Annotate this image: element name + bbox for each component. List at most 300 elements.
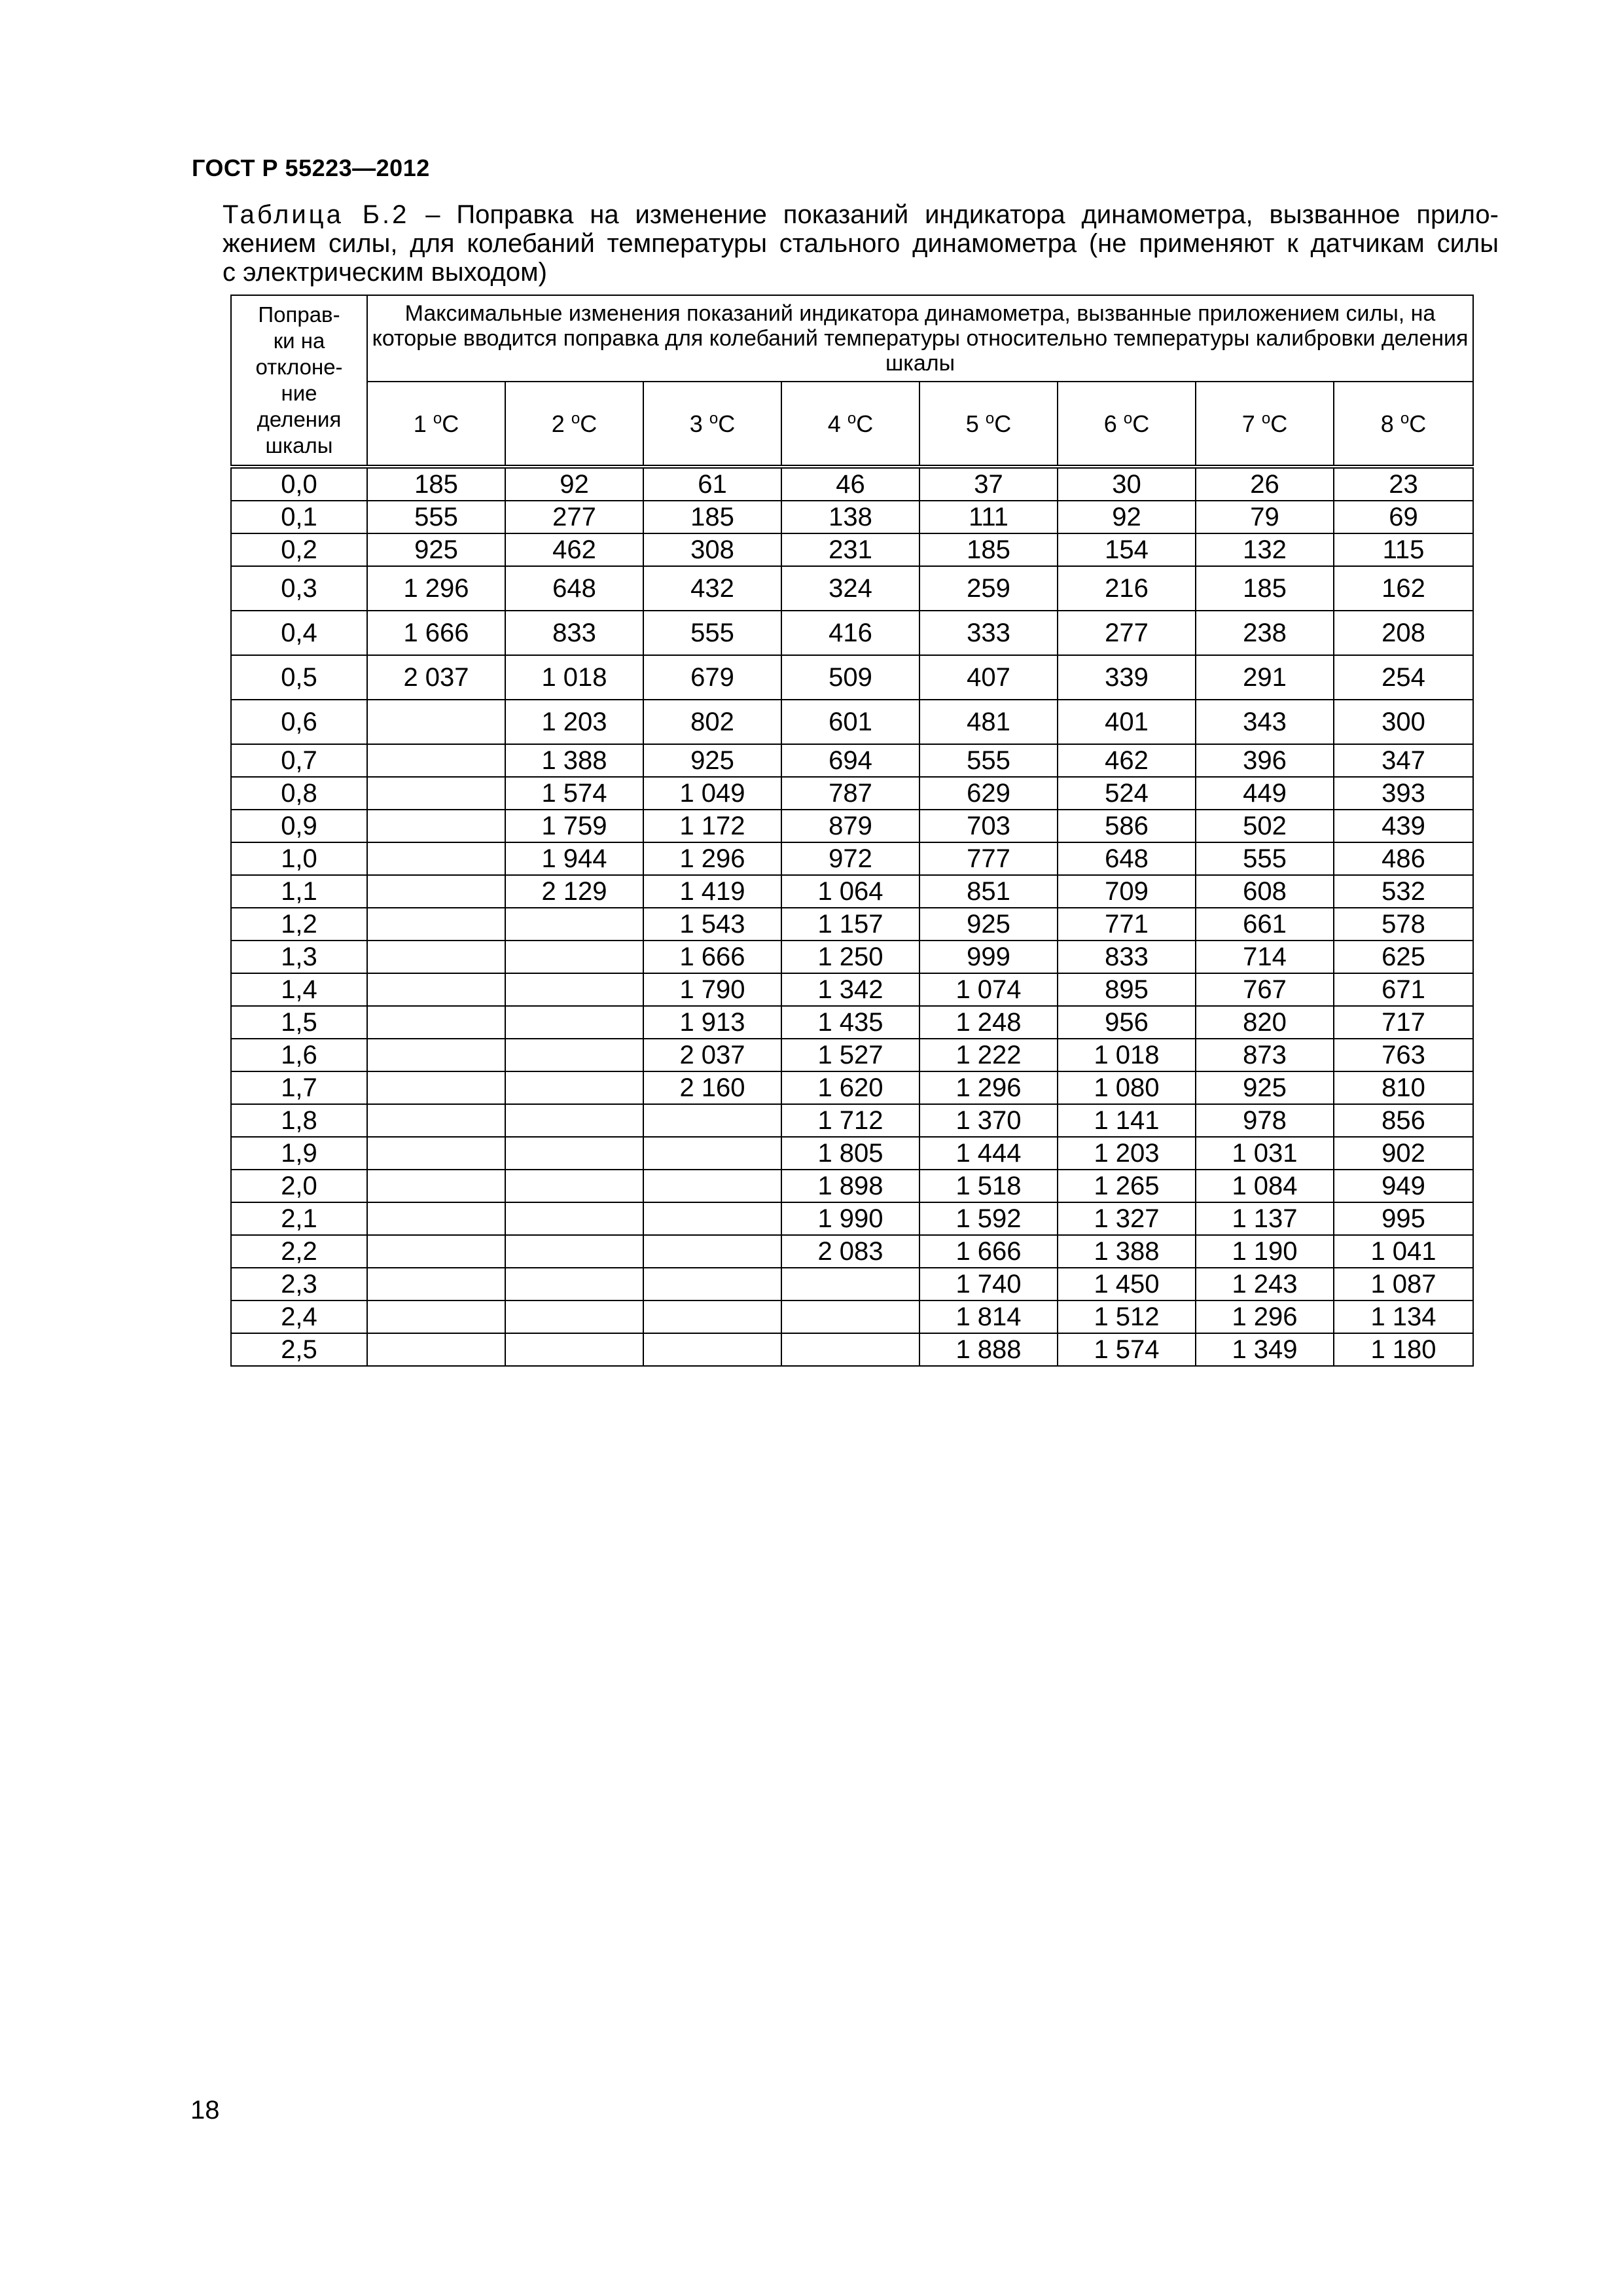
value-cell: 671 <box>1334 973 1473 1006</box>
value-cell: 1 064 <box>781 875 919 908</box>
value-cell <box>367 1137 505 1170</box>
value-cell: 1 435 <box>781 1006 919 1039</box>
value-cell: 324 <box>781 566 919 611</box>
value-cell: 1 222 <box>919 1039 1058 1071</box>
temperature-header-row <box>231 382 1473 467</box>
degree-sign: о <box>709 409 719 427</box>
value-cell: 111 <box>919 501 1058 533</box>
division-cell: 0,4 <box>231 611 367 655</box>
table-row <box>231 566 1473 611</box>
value-cell: 902 <box>1334 1137 1473 1170</box>
value-cell: 709 <box>1058 875 1196 908</box>
value-cell: 238 <box>1196 611 1334 655</box>
division-cell: 0,9 <box>231 810 367 842</box>
value-cell: 995 <box>1334 1202 1473 1235</box>
temperature-column-header <box>643 382 781 467</box>
value-cell <box>367 810 505 842</box>
value-cell: 92 <box>505 467 643 501</box>
value-cell <box>367 973 505 1006</box>
table-body <box>231 467 1473 1366</box>
value-cell <box>643 1170 781 1202</box>
value-cell <box>505 1333 643 1366</box>
value-cell: 339 <box>1058 655 1196 700</box>
temperature-unit: С <box>580 410 597 437</box>
value-cell: 30 <box>1058 467 1196 501</box>
division-header-line: ние <box>281 381 317 405</box>
division-cell: 0,3 <box>231 566 367 611</box>
temperature-column-header <box>781 382 919 467</box>
value-cell: 1 087 <box>1334 1268 1473 1300</box>
value-cell: 1 296 <box>643 842 781 875</box>
value-cell: 1 512 <box>1058 1300 1196 1333</box>
degree-sign: о <box>985 409 995 427</box>
value-cell: 208 <box>1334 611 1473 655</box>
value-cell: 608 <box>1196 875 1334 908</box>
value-cell: 1 990 <box>781 1202 919 1235</box>
value-cell: 1 265 <box>1058 1170 1196 1202</box>
value-cell: 1 296 <box>367 566 505 611</box>
value-cell: 833 <box>1058 941 1196 973</box>
division-header-line: шкалы <box>265 433 333 457</box>
value-cell: 956 <box>1058 1006 1196 1039</box>
value-cell <box>367 1170 505 1202</box>
value-cell: 1 805 <box>781 1137 919 1170</box>
value-cell: 69 <box>1334 501 1473 533</box>
value-cell: 333 <box>919 611 1058 655</box>
table-row <box>231 501 1473 533</box>
temperature-column-header <box>1334 382 1473 467</box>
division-cell: 0,5 <box>231 655 367 700</box>
table-row <box>231 1300 1473 1333</box>
value-cell: 1 527 <box>781 1039 919 1071</box>
value-cell <box>643 1104 781 1137</box>
table-row <box>231 1170 1473 1202</box>
value-cell: 481 <box>919 700 1058 744</box>
value-cell: 138 <box>781 501 919 533</box>
division-column-header <box>231 295 367 467</box>
value-cell <box>643 1235 781 1268</box>
value-cell <box>505 908 643 941</box>
division-cell: 2,0 <box>231 1170 367 1202</box>
degree-sign: о <box>571 409 580 427</box>
table-row <box>231 1333 1473 1366</box>
table-row <box>231 611 1473 655</box>
value-cell: 502 <box>1196 810 1334 842</box>
value-cell: 1 250 <box>781 941 919 973</box>
value-cell: 879 <box>781 810 919 842</box>
table-row <box>231 810 1473 842</box>
table-caption <box>223 200 1499 287</box>
temperature-value: 4 <box>827 410 841 437</box>
value-cell: 1 666 <box>367 611 505 655</box>
caption-label: Таблица Б.2 <box>223 200 410 229</box>
value-cell: 578 <box>1334 908 1473 941</box>
value-cell <box>643 1268 781 1300</box>
value-cell: 37 <box>919 467 1058 501</box>
value-cell: 1 049 <box>643 777 781 810</box>
value-cell: 254 <box>1334 655 1473 700</box>
table-row <box>231 744 1473 777</box>
value-cell <box>505 1071 643 1104</box>
table-row <box>231 1268 1473 1300</box>
value-cell <box>367 1333 505 1366</box>
value-cell: 2 083 <box>781 1235 919 1268</box>
temperature-value: 8 <box>1380 410 1394 437</box>
value-cell: 1 388 <box>505 744 643 777</box>
value-cell: 972 <box>781 842 919 875</box>
value-cell <box>367 700 505 744</box>
value-cell: 185 <box>367 467 505 501</box>
value-cell: 856 <box>1334 1104 1473 1137</box>
value-cell: 1 898 <box>781 1170 919 1202</box>
temperature-unit: С <box>994 410 1012 437</box>
value-cell: 1 388 <box>1058 1235 1196 1268</box>
value-cell: 925 <box>643 744 781 777</box>
table-row <box>231 777 1473 810</box>
value-cell <box>505 1235 643 1268</box>
division-header-line: отклоне- <box>255 355 343 379</box>
table-row <box>231 842 1473 875</box>
value-cell: 1 296 <box>919 1071 1058 1104</box>
degree-sign: о <box>1400 409 1410 427</box>
value-cell: 717 <box>1334 1006 1473 1039</box>
value-cell: 185 <box>643 501 781 533</box>
division-cell: 2,3 <box>231 1268 367 1300</box>
value-cell: 586 <box>1058 810 1196 842</box>
value-cell: 115 <box>1334 533 1473 566</box>
value-cell: 714 <box>1196 941 1334 973</box>
value-cell: 300 <box>1334 700 1473 744</box>
value-cell: 347 <box>1334 744 1473 777</box>
division-cell: 1,3 <box>231 941 367 973</box>
value-cell: 1 790 <box>643 973 781 1006</box>
correction-table <box>230 295 1474 1367</box>
value-cell: 1 203 <box>505 700 643 744</box>
caption-line-1 <box>223 200 1499 229</box>
value-cell <box>505 941 643 973</box>
division-cell: 1,9 <box>231 1137 367 1170</box>
value-cell <box>643 1137 781 1170</box>
value-cell: 648 <box>505 566 643 611</box>
value-cell: 1 740 <box>919 1268 1058 1300</box>
value-cell: 46 <box>781 467 919 501</box>
division-cell: 0,1 <box>231 501 367 533</box>
value-cell: 1 172 <box>643 810 781 842</box>
value-cell <box>505 1170 643 1202</box>
division-cell: 0,6 <box>231 700 367 744</box>
temperature-unit: С <box>1270 410 1288 437</box>
temperature-unit: С <box>718 410 736 437</box>
value-cell <box>505 1202 643 1235</box>
table-row <box>231 1202 1473 1235</box>
value-cell <box>643 1202 781 1235</box>
value-cell: 185 <box>1196 566 1334 611</box>
value-cell: 1 574 <box>505 777 643 810</box>
value-cell: 1 248 <box>919 1006 1058 1039</box>
table-row <box>231 1137 1473 1170</box>
value-cell: 1 296 <box>1196 1300 1334 1333</box>
value-cell <box>643 1333 781 1366</box>
division-cell: 1,8 <box>231 1104 367 1137</box>
document-code-header: ГОСТ Р 55223—2012 <box>192 154 430 181</box>
value-cell: 185 <box>919 533 1058 566</box>
value-cell <box>367 941 505 973</box>
division-cell: 1,1 <box>231 875 367 908</box>
value-cell: 777 <box>919 842 1058 875</box>
value-cell: 439 <box>1334 810 1473 842</box>
value-cell: 291 <box>1196 655 1334 700</box>
value-cell: 1 084 <box>1196 1170 1334 1202</box>
value-cell <box>367 1006 505 1039</box>
value-cell: 767 <box>1196 973 1334 1006</box>
value-cell: 416 <box>781 611 919 655</box>
caption-line-2: жением силы, для колебаний температуры стального динамометра (не применяют к датчикам силы <box>223 229 1499 258</box>
value-cell: 763 <box>1334 1039 1473 1071</box>
value-cell: 92 <box>1058 501 1196 533</box>
value-cell: 925 <box>919 908 1058 941</box>
table-row <box>231 908 1473 941</box>
degree-sign: о <box>847 409 857 427</box>
value-cell: 1 759 <box>505 810 643 842</box>
value-cell <box>781 1268 919 1300</box>
value-cell: 1 620 <box>781 1071 919 1104</box>
table-row <box>231 941 1473 973</box>
division-cell: 2,2 <box>231 1235 367 1268</box>
value-cell: 1 134 <box>1334 1300 1473 1333</box>
table-row <box>231 655 1473 700</box>
temperature-column-header <box>1058 382 1196 467</box>
table-row <box>231 1071 1473 1104</box>
value-cell: 1 243 <box>1196 1268 1334 1300</box>
value-cell <box>643 1300 781 1333</box>
value-cell: 486 <box>1334 842 1473 875</box>
value-cell <box>367 744 505 777</box>
value-cell: 810 <box>1334 1071 1473 1104</box>
value-cell <box>505 1006 643 1039</box>
value-cell: 555 <box>643 611 781 655</box>
temperature-value: 1 <box>413 410 427 437</box>
value-cell: 1 444 <box>919 1137 1058 1170</box>
value-cell: 1 031 <box>1196 1137 1334 1170</box>
value-cell <box>367 1104 505 1137</box>
value-cell <box>367 1300 505 1333</box>
division-cell: 1,2 <box>231 908 367 941</box>
value-cell: 833 <box>505 611 643 655</box>
value-cell <box>367 1235 505 1268</box>
value-cell: 1 141 <box>1058 1104 1196 1137</box>
value-cell <box>505 1137 643 1170</box>
value-cell <box>367 1268 505 1300</box>
division-cell: 1,0 <box>231 842 367 875</box>
division-cell: 1,7 <box>231 1071 367 1104</box>
value-cell: 524 <box>1058 777 1196 810</box>
value-cell: 771 <box>1058 908 1196 941</box>
value-cell: 61 <box>643 467 781 501</box>
value-cell: 703 <box>919 810 1058 842</box>
temperature-column-header <box>367 382 505 467</box>
value-cell: 1 203 <box>1058 1137 1196 1170</box>
value-cell <box>367 1071 505 1104</box>
value-cell: 661 <box>1196 908 1334 941</box>
value-cell: 2 037 <box>643 1039 781 1071</box>
value-cell: 1 419 <box>643 875 781 908</box>
value-cell <box>781 1333 919 1366</box>
value-cell: 343 <box>1196 700 1334 744</box>
division-cell: 0,2 <box>231 533 367 566</box>
temperature-column-header <box>919 382 1058 467</box>
value-cell: 1 018 <box>505 655 643 700</box>
value-cell <box>505 1104 643 1137</box>
table-row <box>231 700 1473 744</box>
value-cell: 509 <box>781 655 919 700</box>
value-cell: 277 <box>1058 611 1196 655</box>
value-cell: 895 <box>1058 973 1196 1006</box>
value-cell: 79 <box>1196 501 1334 533</box>
value-cell: 1 913 <box>643 1006 781 1039</box>
table-row <box>231 1006 1473 1039</box>
temperature-value: 2 <box>551 410 565 437</box>
temperature-value: 5 <box>965 410 979 437</box>
division-header-line: ки на <box>273 329 325 353</box>
division-cell: 1,6 <box>231 1039 367 1071</box>
value-cell <box>367 1202 505 1235</box>
value-cell: 679 <box>643 655 781 700</box>
value-cell: 1 370 <box>919 1104 1058 1137</box>
value-cell: 26 <box>1196 467 1334 501</box>
value-cell: 1 342 <box>781 973 919 1006</box>
division-cell: 0,7 <box>231 744 367 777</box>
value-cell: 1 518 <box>919 1170 1058 1202</box>
value-cell: 2 037 <box>367 655 505 700</box>
value-cell: 393 <box>1334 777 1473 810</box>
division-cell: 0,8 <box>231 777 367 810</box>
value-cell: 555 <box>1196 842 1334 875</box>
group-header: Максимальные изменения показаний индикатора динамометра, вызванные приложением силы, на которые вводится поправка для колебаний температуры относительно температуры калибровки деления шкалы <box>367 295 1473 382</box>
table-row <box>231 467 1473 501</box>
value-cell: 1 574 <box>1058 1333 1196 1366</box>
page-number: 18 <box>190 2096 220 2125</box>
caption-line-3: с электрическим выходом) <box>223 258 547 287</box>
value-cell: 555 <box>367 501 505 533</box>
value-cell <box>505 1039 643 1071</box>
table-row <box>231 973 1473 1006</box>
value-cell: 132 <box>1196 533 1334 566</box>
division-cell: 0,0 <box>231 467 367 501</box>
value-cell: 1 041 <box>1334 1235 1473 1268</box>
value-cell: 308 <box>643 533 781 566</box>
value-cell: 802 <box>643 700 781 744</box>
value-cell: 407 <box>919 655 1058 700</box>
value-cell: 1 327 <box>1058 1202 1196 1235</box>
value-cell: 1 543 <box>643 908 781 941</box>
value-cell: 999 <box>919 941 1058 973</box>
value-cell: 1 450 <box>1058 1268 1196 1300</box>
value-cell: 162 <box>1334 566 1473 611</box>
temperature-unit: С <box>856 410 874 437</box>
division-cell: 1,4 <box>231 973 367 1006</box>
value-cell: 625 <box>1334 941 1473 973</box>
degree-sign: о <box>1261 409 1271 427</box>
value-cell: 648 <box>1058 842 1196 875</box>
degree-sign: о <box>1123 409 1133 427</box>
value-cell: 1 666 <box>919 1235 1058 1268</box>
value-cell: 1 814 <box>919 1300 1058 1333</box>
value-cell: 925 <box>1196 1071 1334 1104</box>
temperature-unit: С <box>442 410 459 437</box>
value-cell: 432 <box>643 566 781 611</box>
table-row <box>231 1039 1473 1071</box>
value-cell: 873 <box>1196 1039 1334 1071</box>
value-cell: 787 <box>781 777 919 810</box>
value-cell: 231 <box>781 533 919 566</box>
value-cell: 462 <box>1058 744 1196 777</box>
value-cell: 154 <box>1058 533 1196 566</box>
value-cell: 555 <box>919 744 1058 777</box>
division-cell: 2,5 <box>231 1333 367 1366</box>
value-cell <box>367 908 505 941</box>
division-cell: 2,1 <box>231 1202 367 1235</box>
value-cell: 396 <box>1196 744 1334 777</box>
value-cell: 1 080 <box>1058 1071 1196 1104</box>
temperature-value: 6 <box>1103 410 1117 437</box>
value-cell: 1 888 <box>919 1333 1058 1366</box>
temperature-column-header <box>505 382 643 467</box>
value-cell: 1 712 <box>781 1104 919 1137</box>
value-cell <box>367 875 505 908</box>
value-cell: 2 129 <box>505 875 643 908</box>
value-cell: 1 180 <box>1334 1333 1473 1366</box>
value-cell <box>781 1300 919 1333</box>
value-cell: 23 <box>1334 467 1473 501</box>
division-header-line: Поправ- <box>258 302 340 327</box>
value-cell: 629 <box>919 777 1058 810</box>
temperature-value: 7 <box>1241 410 1255 437</box>
table-row <box>231 1235 1473 1268</box>
value-cell: 601 <box>781 700 919 744</box>
value-cell: 401 <box>1058 700 1196 744</box>
division-cell: 1,5 <box>231 1006 367 1039</box>
value-cell: 449 <box>1196 777 1334 810</box>
value-cell: 820 <box>1196 1006 1334 1039</box>
table-row <box>231 533 1473 566</box>
value-cell: 1 157 <box>781 908 919 941</box>
value-cell: 925 <box>367 533 505 566</box>
table-row <box>231 1104 1473 1137</box>
value-cell: 694 <box>781 744 919 777</box>
table-row <box>231 875 1473 908</box>
temperature-unit: С <box>1409 410 1427 437</box>
division-header-line: деления <box>257 407 342 431</box>
division-cell: 2,4 <box>231 1300 367 1333</box>
value-cell: 277 <box>505 501 643 533</box>
value-cell: 851 <box>919 875 1058 908</box>
value-cell: 1 074 <box>919 973 1058 1006</box>
value-cell: 1 666 <box>643 941 781 973</box>
value-cell: 532 <box>1334 875 1473 908</box>
value-cell: 462 <box>505 533 643 566</box>
value-cell: 1 349 <box>1196 1333 1334 1366</box>
value-cell <box>367 777 505 810</box>
temperature-unit: С <box>1132 410 1150 437</box>
value-cell: 1 190 <box>1196 1235 1334 1268</box>
value-cell: 1 137 <box>1196 1202 1334 1235</box>
value-cell <box>505 973 643 1006</box>
value-cell: 1 944 <box>505 842 643 875</box>
value-cell: 1 018 <box>1058 1039 1196 1071</box>
value-cell <box>367 1039 505 1071</box>
caption-text-1: – Поправка на изменение показаний индикатора динамометра, вызванное прило- <box>425 200 1499 229</box>
value-cell: 949 <box>1334 1170 1473 1202</box>
